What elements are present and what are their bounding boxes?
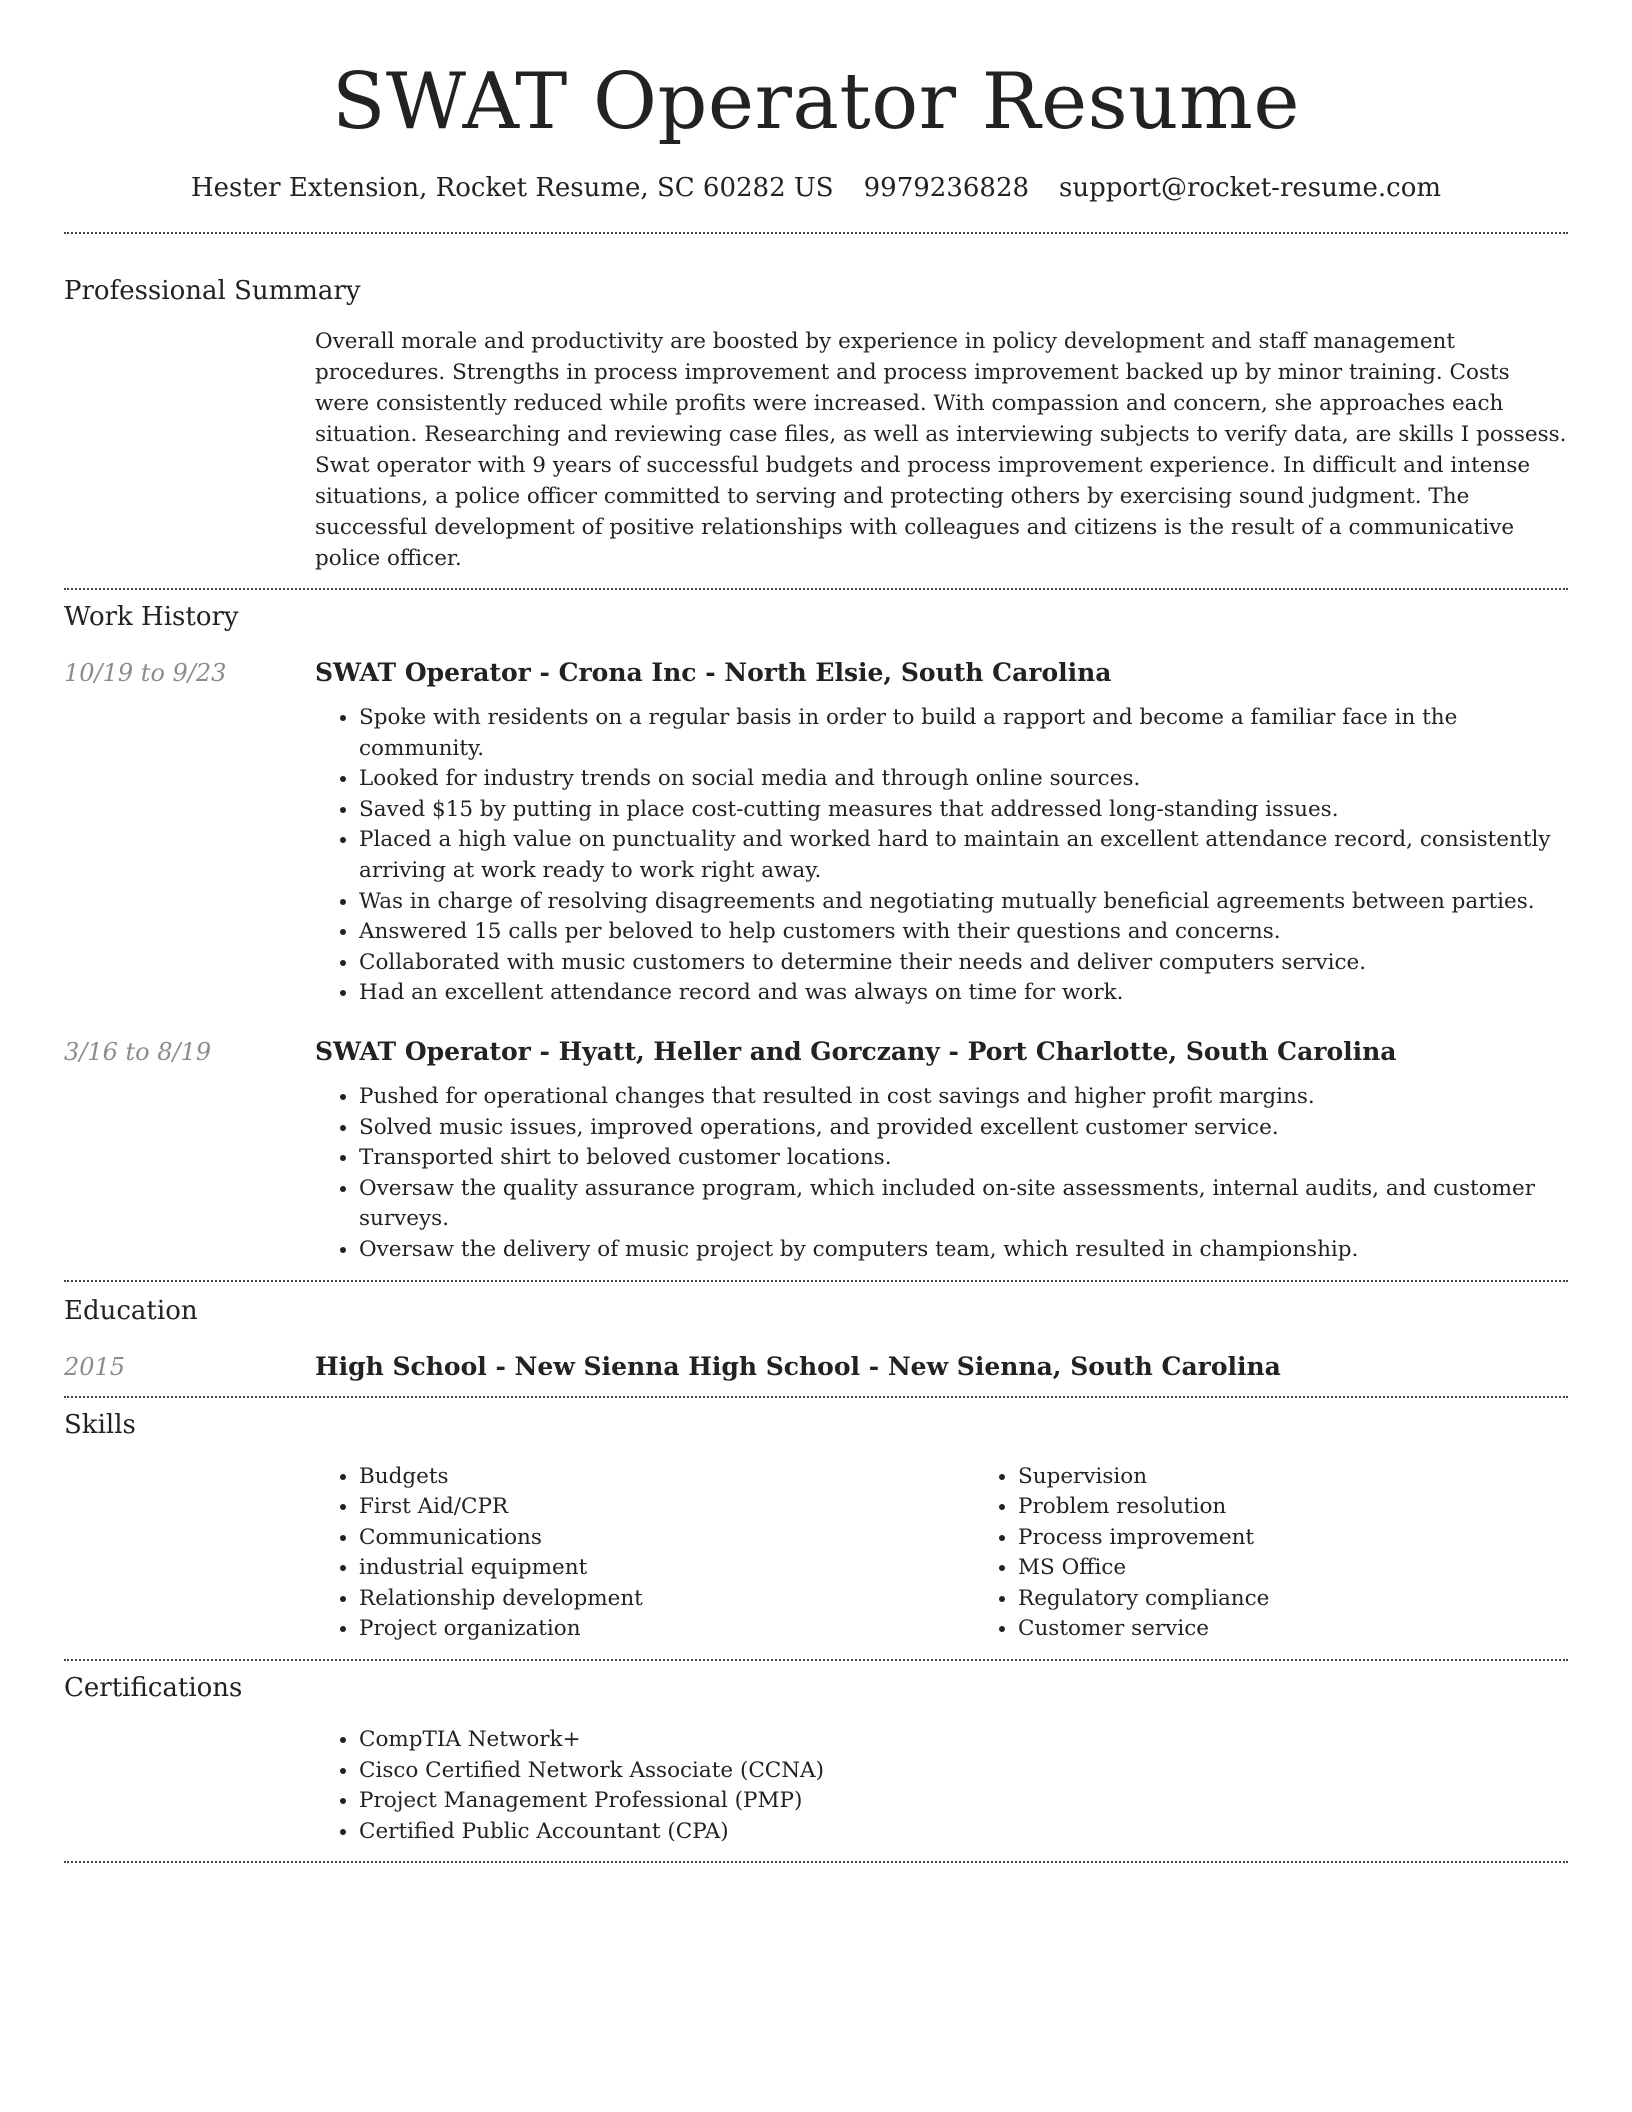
job-bullet: • Answered 15 calls per beloved to help customers with their questions and concerns. <box>359 917 1568 948</box>
job-dates: 3/16 to 8/19 <box>64 1037 212 1066</box>
summary-spacer <box>64 326 315 574</box>
certifications-spacer <box>64 1725 315 1847</box>
job-bullet: • Solved music issues, improved operations, and provided excellent customer service. <box>359 1113 1568 1144</box>
skill-item: • Problem resolution <box>1018 1492 1632 1523</box>
job-bullet: • Transported shirt to beloved customer locations. <box>359 1143 1568 1174</box>
education-heading: Education <box>64 1295 198 1326</box>
certification-item: • CompTIA Network+ <box>359 1725 1568 1756</box>
skill-item: • MS Office <box>1018 1553 1632 1584</box>
education-entry <box>64 1350 1568 1384</box>
summary-heading: Professional Summary <box>64 276 361 306</box>
skill-item: • Relationship development <box>359 1584 974 1615</box>
education-section <box>64 1282 1568 1384</box>
skill-item: • Supervision <box>1018 1462 1632 1493</box>
skill-item: • First Aid/CPR <box>359 1492 974 1523</box>
skills-section <box>64 1398 1568 1646</box>
job-bullet: • Placed a high value on punctuality and worked hard to maintain an excellent attendance record, consistently arriving at work ready to work right away. <box>359 825 1568 886</box>
education-title: High School - New Sienna High School - New Sienna, South Carolina <box>315 1351 1281 1381</box>
job-bullets <box>315 703 1568 1009</box>
certification-item: • Certified Public Accountant (CPA) <box>359 1817 1568 1848</box>
skill-item: • Customer service <box>1018 1614 1632 1645</box>
resume-title: SWAT Operator Resume <box>331 57 1301 147</box>
job-bullet: • Pushed for operational changes that resulted in cost savings and higher profit margins. <box>359 1082 1568 1113</box>
job-bullet: • Spoke with residents on a regular basis in order to build a rapport and become a familiar face in the community. <box>359 703 1568 764</box>
contact-address: Hester Extension, Rocket Resume, SC 60282 US <box>190 173 834 203</box>
skills-list-right <box>974 1462 1632 1646</box>
job-entry <box>64 1035 1568 1266</box>
job-bullet: • Was in charge of resolving disagreements and negotiating mutually beneficial agreements between parties. <box>359 887 1568 918</box>
skill-item: • Process improvement <box>1018 1523 1632 1554</box>
skill-item: • Communications <box>359 1523 974 1554</box>
work-history-heading: Work History <box>64 602 239 632</box>
certifications-heading: Certifications <box>64 1673 243 1704</box>
summary-section <box>64 234 1568 574</box>
skills-list-left <box>315 1462 974 1646</box>
certification-item: • Cisco Certified Network Associate (CCNA) <box>359 1756 1568 1787</box>
job-dates: 10/19 to 9/23 <box>64 659 227 687</box>
skills-heading: Skills <box>64 1409 136 1440</box>
certifications-section <box>64 1661 1568 1847</box>
job-bullet: • Oversaw the delivery of music project by computers team, which resulted in championship. <box>359 1235 1568 1266</box>
contact-email: support@rocket-resume.com <box>1059 173 1442 203</box>
job-bullet: • Looked for industry trends on social media and through online sources. <box>359 764 1568 795</box>
education-year: 2015 <box>64 1352 126 1381</box>
work-history-section <box>64 590 1568 1266</box>
contact-phone: 9979236828 <box>863 173 1030 203</box>
skill-item: • Budgets <box>359 1462 974 1493</box>
job-bullets <box>315 1082 1568 1266</box>
skills-spacer <box>64 1462 315 1646</box>
job-bullet: • Had an excellent attendance record and was always on time for work. <box>359 978 1568 1009</box>
summary-text: Overall morale and productivity are boosted by experience in policy development and staff management procedures. Strengths in process improvement and process improvement backed up by minor training. Costs were consistently reduced while profits were increased. With compassion and concern, she approaches each situation. Researching and reviewing case files, as well as interviewing subjects to verify data, are skills I possess. Swat operator with 9 years of successful budgets and process improvement experience. In difficult and intense situations, a police officer committed to serving and protecting others by exercising sound judgment. The successful development of positive relationships with colleagues and citizens is the result of a communicative police officer. <box>315 329 1567 571</box>
job-title: SWAT Operator - Hyatt, Heller and Gorczany - Port Charlotte, South Carolina <box>315 1036 1397 1066</box>
job-bullet: • Saved $15 by putting in place cost-cutting measures that addressed long-standing issues. <box>359 795 1568 826</box>
certification-item: • Project Management Professional (PMP) <box>359 1786 1568 1817</box>
certifications-list <box>315 1725 1568 1847</box>
contact-line <box>64 170 1568 206</box>
job-bullet: • Oversaw the quality assurance program, which included on-site assessments, internal audits, and customer surveys. <box>359 1174 1568 1235</box>
job-entry <box>64 656 1568 1009</box>
job-bullet: • Collaborated with music customers to determine their needs and deliver computers service. <box>359 948 1568 979</box>
section-divider <box>64 1861 1568 1863</box>
skill-item: • Regulatory compliance <box>1018 1584 1632 1615</box>
skill-item: • Project organization <box>359 1614 974 1645</box>
skill-item: • industrial equipment <box>359 1553 974 1584</box>
job-title: SWAT Operator - Crona Inc - North Elsie, South Carolina <box>315 658 1112 687</box>
